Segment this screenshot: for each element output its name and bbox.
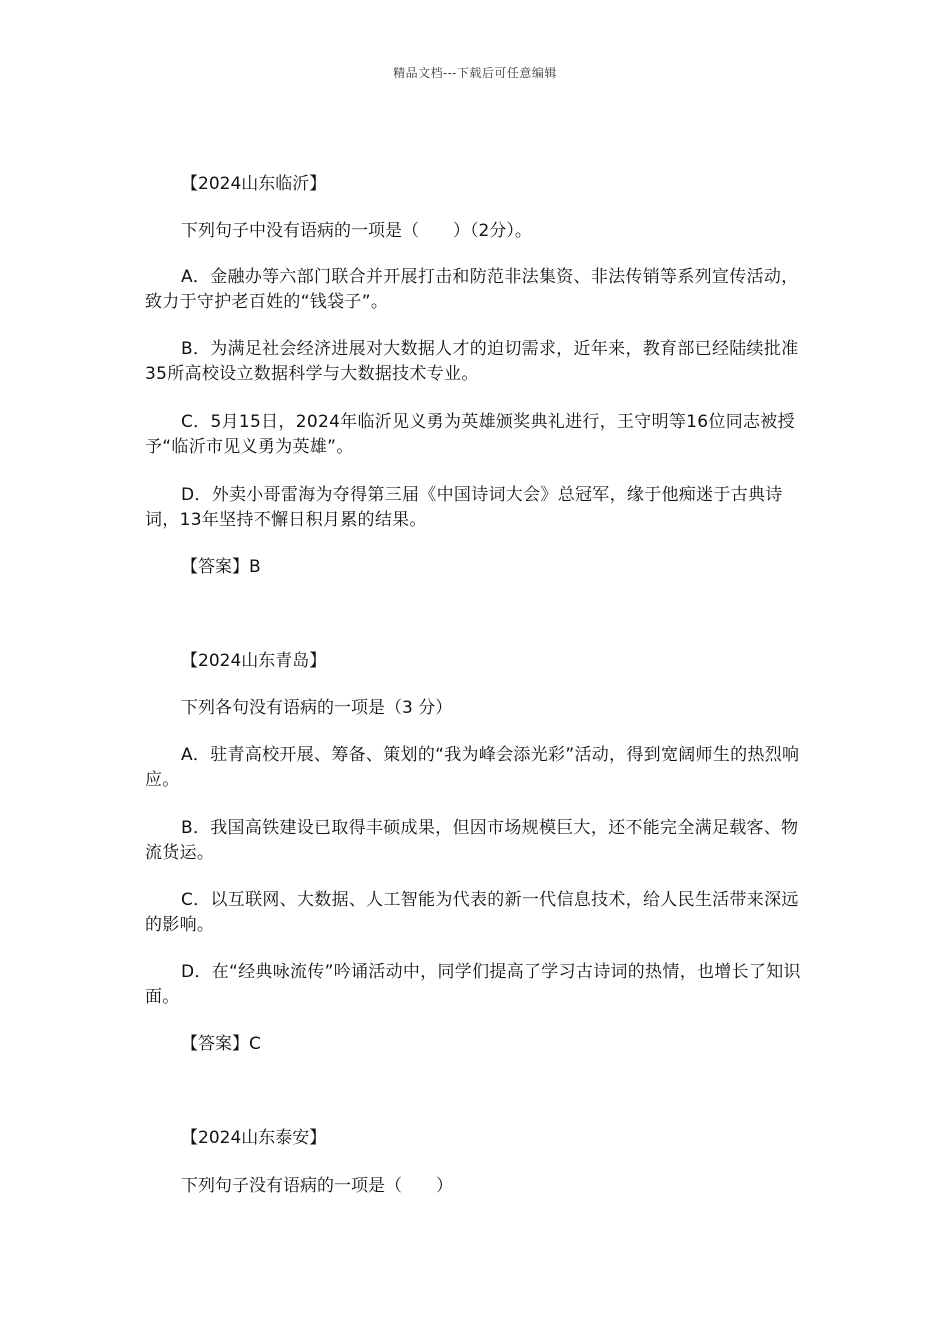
section-title: 【2024山东泰安】 xyxy=(181,1128,327,1148)
question-text: 下列句子没有语病的一项是（ ） xyxy=(181,1176,453,1196)
section-title: 【2024山东青岛】 xyxy=(181,651,327,671)
option-c: C．5月15日，2024年临沂见义勇为英雄颁奖典礼进行，王守明等16位同志被授予“临沂市见义勇为英雄”。 xyxy=(145,412,795,457)
option-b: B．我国高铁建设已取得丰硕成果，但因市场规模巨大，还不能完全满足载客、物流货运。 xyxy=(145,818,799,863)
answer-text: 【答案】B xyxy=(181,557,261,577)
option-a: A．驻青高校开展、筹备、策划的“我为峰会添光彩”活动，得到宽阔师生的热烈响应。 xyxy=(145,745,800,790)
page-header: 精品文档---下载后可任意编辑 xyxy=(393,66,557,80)
option-d: D．在“经典咏流传”吟诵活动中，同学们提高了学习古诗词的热情，也增长了知识面。 xyxy=(145,962,801,1007)
answer-text: 【答案】C xyxy=(181,1034,261,1054)
option-d: D．外卖小哥雷海为夺得第三届《中国诗词大会》总冠军，缘于他痴迷于古典诗词，13年坚持不懈日积月累的结果。 xyxy=(145,485,783,530)
option-a: A．金融办等六部门联合并开展打击和防范非法集资、非法传销等系列宣传活动，致力于守护老百姓的“钱袋子”。 xyxy=(145,267,799,312)
question-text: 下列句子中没有语病的一项是（ ）（2分）。 xyxy=(181,221,532,241)
question-text: 下列各句没有语病的一项是（3 分） xyxy=(181,698,453,718)
section-title: 【2024山东临沂】 xyxy=(181,174,327,194)
option-b: B．为满足社会经济进展对大数据人才的迫切需求，近年来，教育部已经陆续批准35所高校设立数据科学与大数据技术专业。 xyxy=(145,339,799,384)
option-c: C．以互联网、大数据、人工智能为代表的新一代信息技术，给人民生活带来深远的影响。 xyxy=(145,890,799,935)
